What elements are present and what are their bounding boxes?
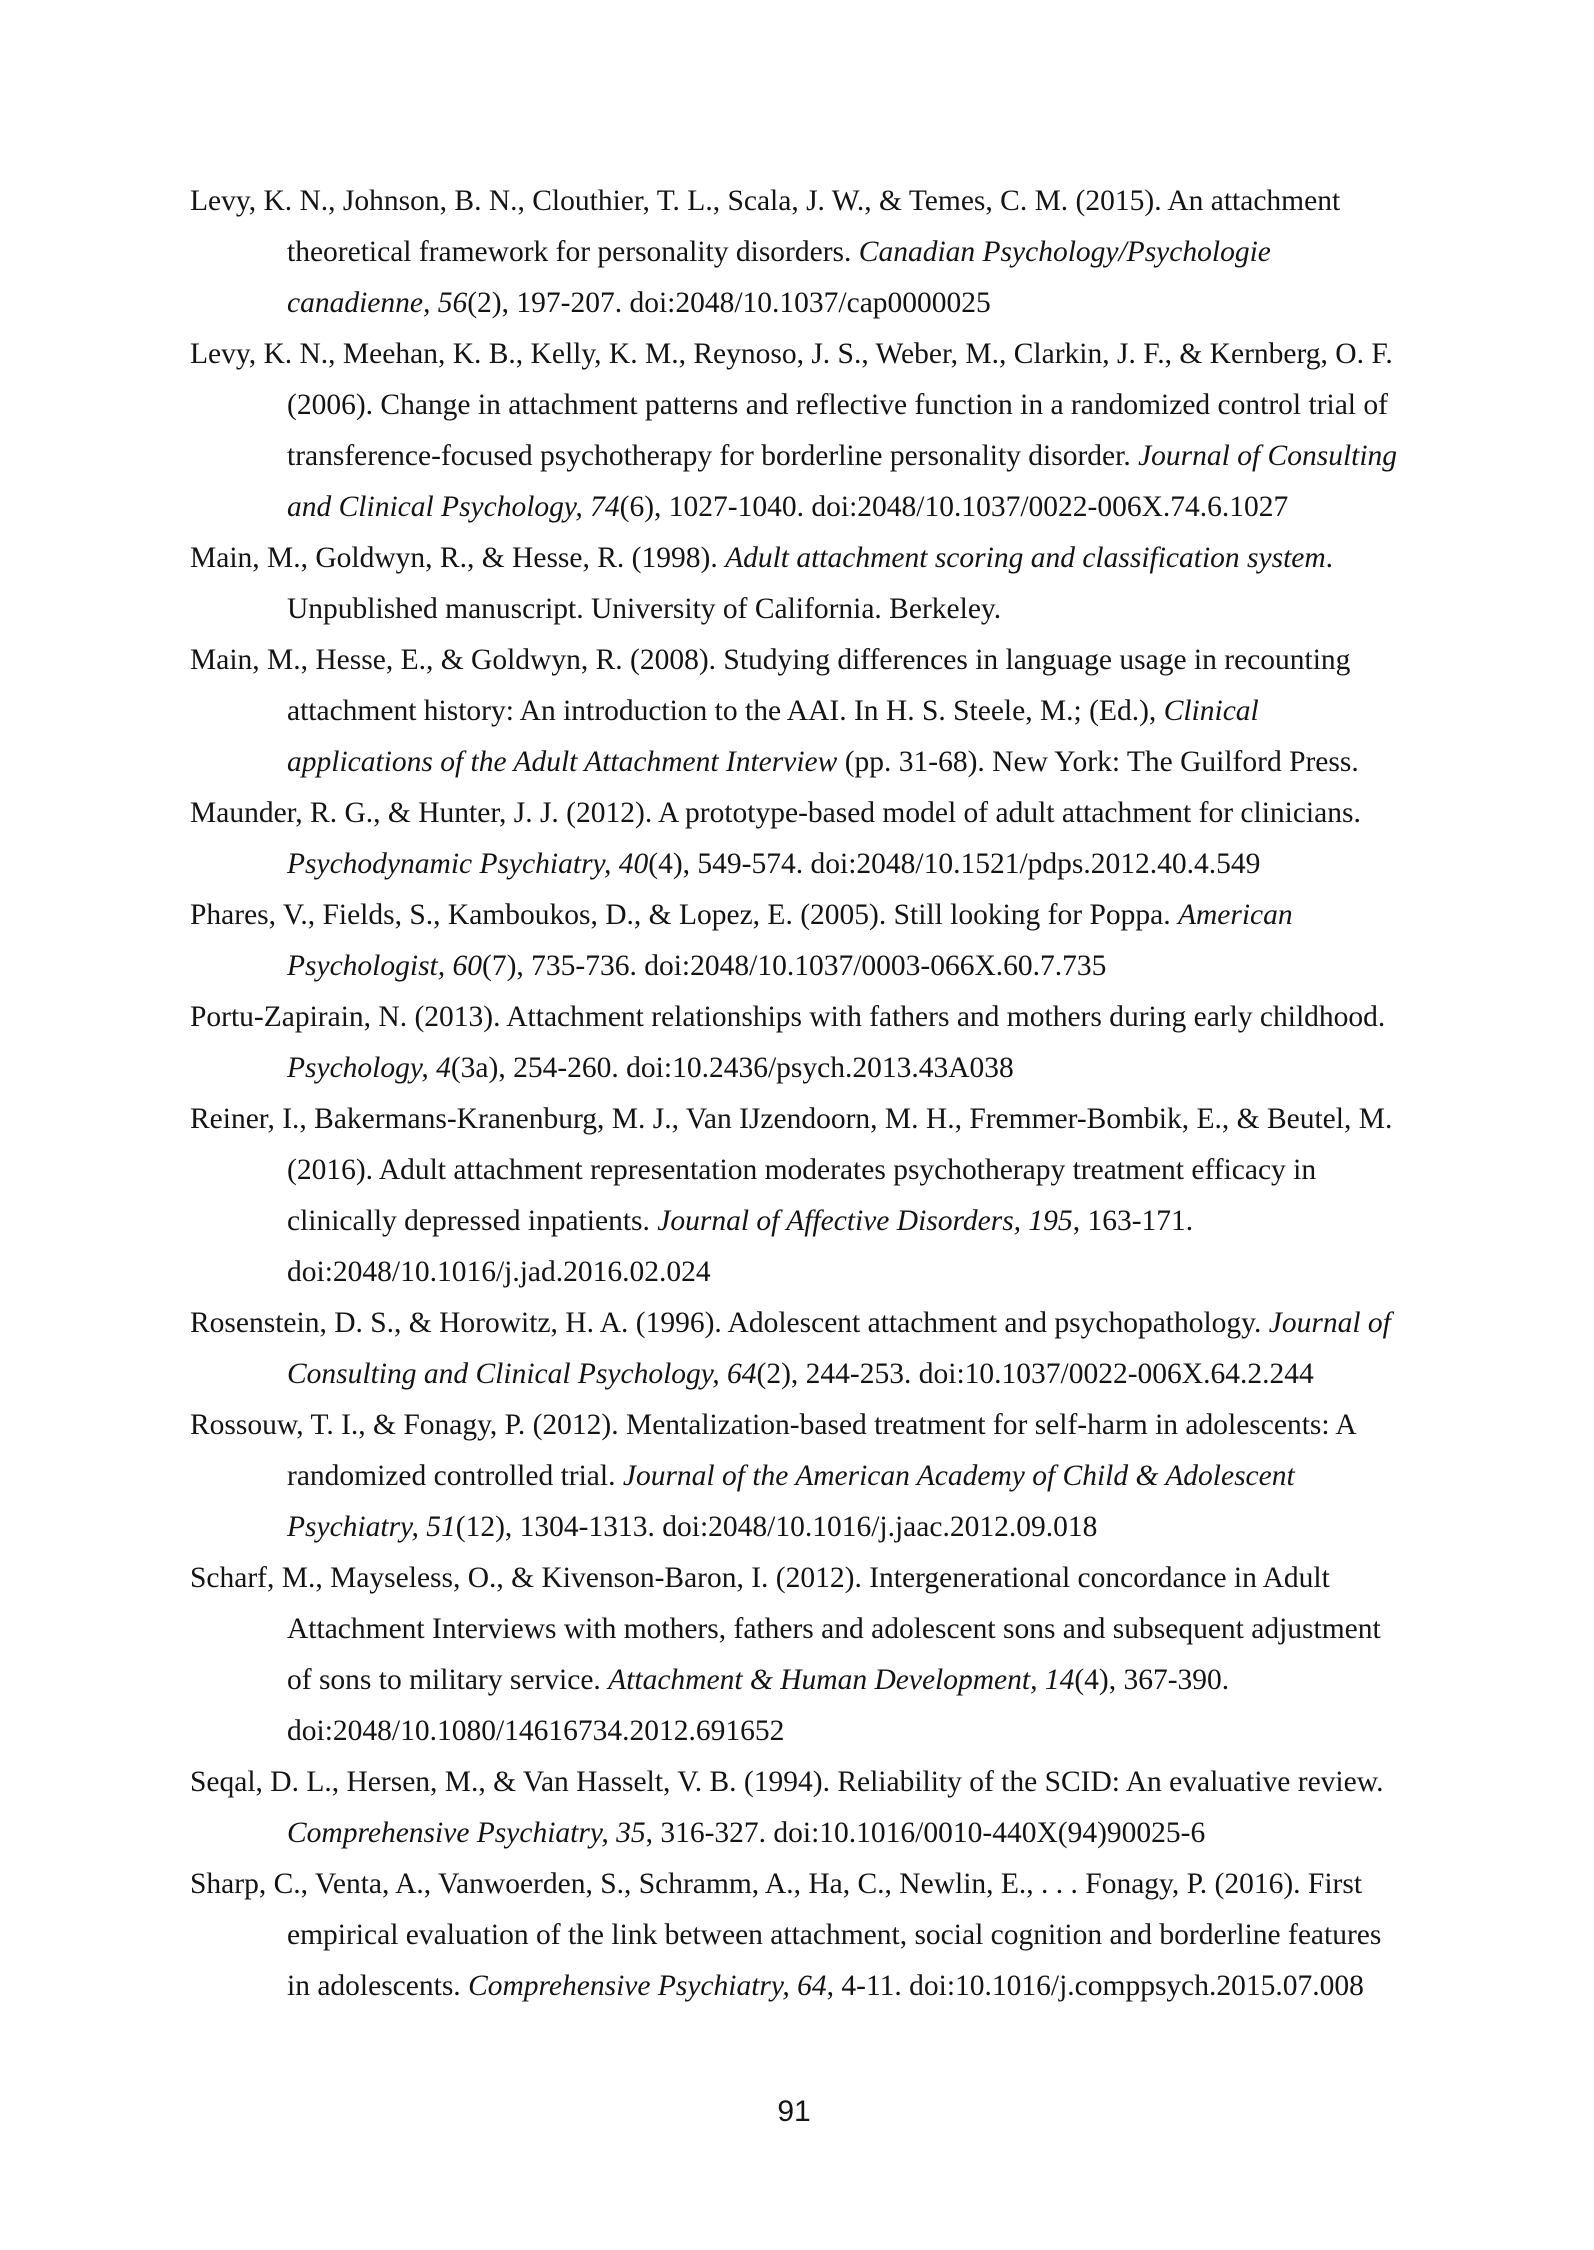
reference-line: of sons to military service. Attachment & Human Development, 14(4), 367-390. [287,1664,1230,1696]
reference-line: Main, M., Goldwyn, R., & Hesse, R. (1998). Adult attachment scoring and classification system. [190,542,1334,574]
reference-entry [190,176,1520,329]
reference-line: Psychology, 4(3a), 254-260. doi:10.2436/psych.2013.43A038 [287,1052,1014,1084]
reference-line: Psychiatry, 51(12), 1304-1313. doi:2048/10.1016/j.jaac.2012.09.018 [287,1511,1098,1543]
reference-line: Phares, V., Fields, S., Kamboukos, D., & Lopez, E. (2005). Still looking for Poppa. American [190,899,1293,931]
reference-line: Psychodynamic Psychiatry, 40(4), 549-574. doi:2048/10.1521/pdps.2012.40.4.549 [287,848,1261,880]
reference-line: Seqal, D. L., Hersen, M., & Van Hasselt, V. B. (1994). Reliability of the SCID: An evaluative review. [190,1766,1384,1798]
reference-line: applications of the Adult Attachment Interview (pp. 31-68). New York: The Guilford Press. [287,746,1359,778]
reference-line: Scharf, M., Mayseless, O., & Kivenson-Baron, I. (2012). Intergenerational concordance in Adult [190,1562,1330,1594]
reference-entry [190,329,1520,533]
reference-line: Comprehensive Psychiatry, 35, 316-327. doi:10.1016/0010-440X(94)90025-6 [287,1817,1206,1849]
reference-line: in adolescents. Comprehensive Psychiatry, 64, 4-11. doi:10.1016/j.comppsych.2015.07.008 [287,1970,1364,2002]
reference-entry [190,533,1520,635]
reference-entry [190,1094,1520,1298]
reference-line: randomized controlled trial. Journal of the American Academy of Child & Adolescent [287,1460,1295,1492]
reference-line: Maunder, R. G., & Hunter, J. J. (2012). A prototype-based model of adult attachment for clinicians. [190,797,1361,829]
reference-line: canadienne, 56(2), 197-207. doi:2048/10.1037/cap0000025 [287,287,991,319]
reference-line: Portu-Zapirain, N. (2013). Attachment relationships with fathers and mothers during early childhood. [190,1001,1386,1033]
reference-line: Main, M., Hesse, E., & Goldwyn, R. (2008). Studying differences in language usage in recounting [190,644,1351,676]
reference-line: Levy, K. N., Johnson, B. N., Clouthier, T. L., Scala, J. W., & Temes, C. M. (2015). An attachment [190,185,1341,217]
page-number: 91 [777,2095,811,2128]
reference-line: (2016). Adult attachment representation moderates psychotherapy treatment efficacy in [287,1154,1317,1186]
reference-line: Sharp, C., Venta, A., Vanwoerden, S., Schramm, A., Ha, C., Newlin, E., . . . Fonagy, P. (2016). First [190,1868,1363,1900]
reference-line: doi:2048/10.1080/14616734.2012.691652 [287,1715,785,1747]
references-list [190,176,1520,2012]
reference-line: Levy, K. N., Meehan, K. B., Kelly, K. M., Reynoso, J. S., Weber, M., Clarkin, J. F., & Kernberg, O. F. [190,338,1393,370]
reference-line: empirical evaluation of the link between attachment, social cognition and borderline features [287,1919,1382,1951]
reference-entry [190,1859,1520,2012]
reference-line: Unpublished manuscript. University of California. Berkeley. [287,593,1002,625]
reference-line: theoretical framework for personality disorders. Canadian Psychology/Psychologie [287,236,1271,268]
reference-line: Attachment Interviews with mothers, fathers and adolescent sons and subsequent adjustment [287,1613,1381,1645]
reference-line: Psychologist, 60(7), 735-736. doi:2048/10.1037/0003-066X.60.7.735 [287,950,1107,982]
reference-entry [190,788,1520,890]
reference-line: Reiner, I., Bakermans-Kranenburg, M. J., Van IJzendoorn, M. H., Fremmer-Bombik, E., & Beutel, M. [190,1103,1393,1135]
reference-line: transference-focused psychotherapy for borderline personality disorder. Journal of Consulting [287,440,1398,472]
reference-line: doi:2048/10.1016/j.jad.2016.02.024 [287,1256,711,1288]
reference-line: and Clinical Psychology, 74(6), 1027-1040. doi:2048/10.1037/0022-006X.74.6.1027 [287,491,1289,523]
reference-line: attachment history: An introduction to the AAI. In H. S. Steele, M.; (Ed.), Clinical [287,695,1259,727]
reference-line: Consulting and Clinical Psychology, 64(2), 244-253. doi:10.1037/0022-006X.64.2.244 [287,1358,1314,1390]
reference-entry [190,992,1520,1094]
reference-entry [190,1553,1520,1757]
reference-entry [190,1757,1520,1859]
reference-line: Rossouw, T. I., & Fonagy, P. (2012). Mentalization-based treatment for self-harm in adolescents: A [190,1409,1357,1441]
reference-line: (2006). Change in attachment patterns and reflective function in a randomized control trial of [287,389,1388,421]
reference-line: Rosenstein, D. S., & Horowitz, H. A. (1996). Adolescent attachment and psychopathology. Journal of [190,1307,1391,1339]
reference-entry [190,635,1520,788]
reference-entry [190,890,1520,992]
reference-entry [190,1400,1520,1553]
reference-entry [190,1298,1520,1400]
reference-line: clinically depressed inpatients. Journal of Affective Disorders, 195, 163-171. [287,1205,1194,1237]
